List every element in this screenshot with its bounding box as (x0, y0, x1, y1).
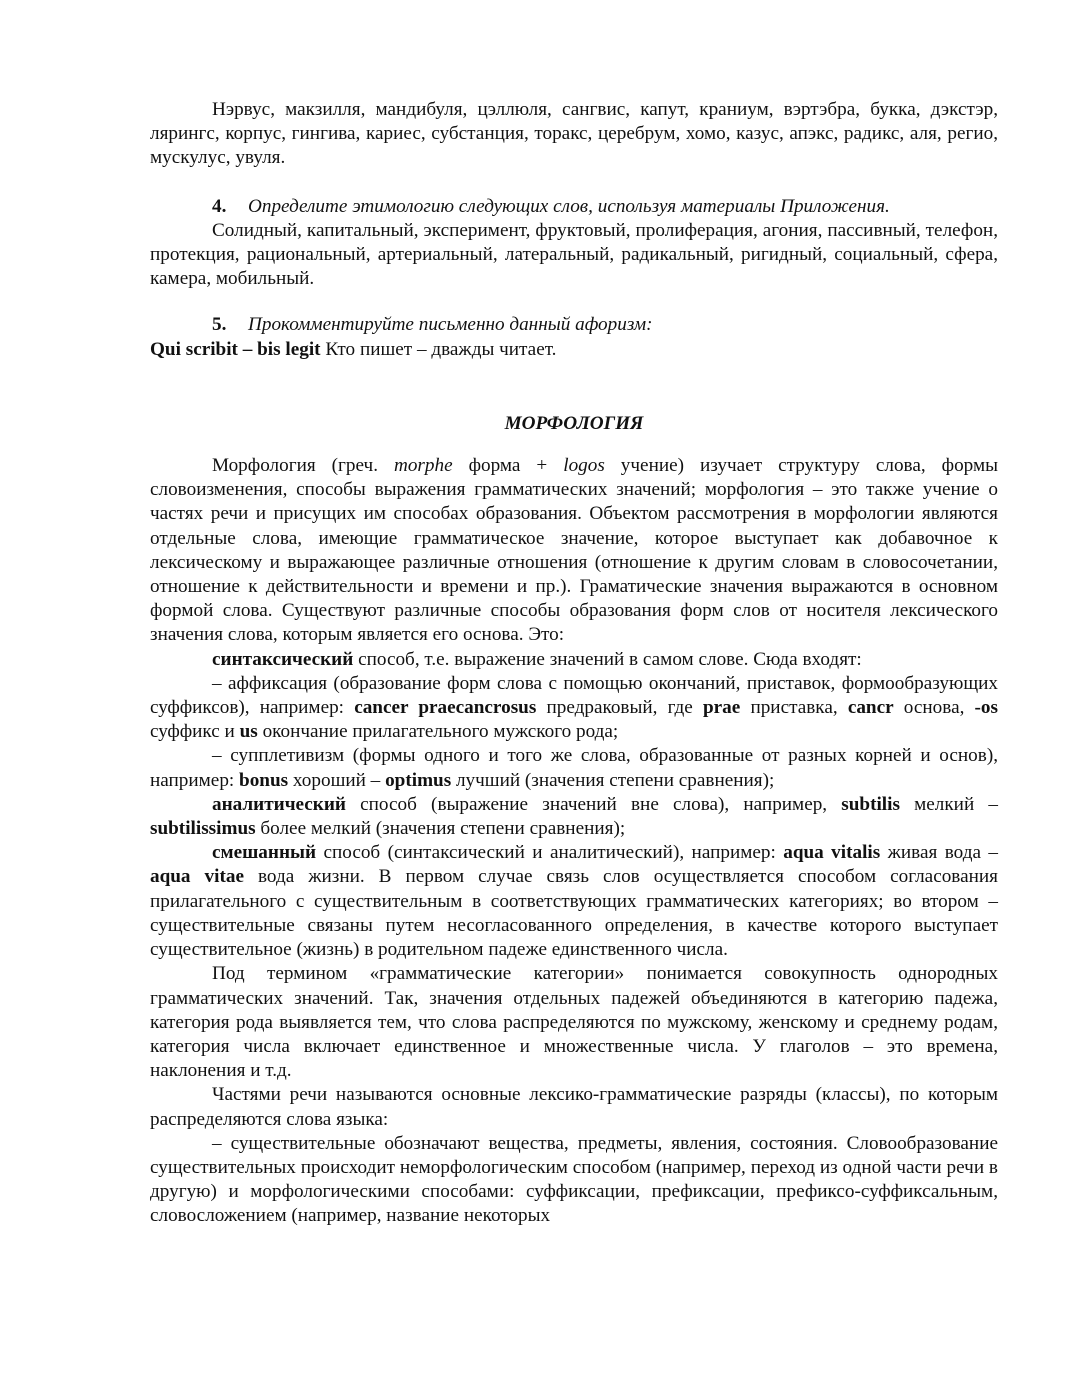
paragraph-mixed (150, 841, 998, 962)
task-5-heading (150, 313, 998, 337)
paragraph-parts-of-speech: Частями речи называются основные лексико-грамматические разряды (классы), по которым распределяются слова языка: (150, 1084, 998, 1130)
text: Морфология (греч. (212, 455, 394, 477)
text: предраковый, где (536, 697, 703, 719)
text: способ (выражение значений вне слова), например, (345, 793, 842, 815)
document-page (150, 98, 998, 1229)
paragraph-analytic (150, 793, 998, 841)
example-latin: bonus (239, 769, 289, 791)
term-logos: logos (563, 455, 605, 477)
text: суффикс и (150, 721, 240, 743)
example-latin: aqua vitae (150, 866, 244, 888)
task-4-number: 4. (212, 195, 227, 217)
paragraph-morphology-definition (150, 454, 998, 648)
example-latin: -os (974, 697, 998, 719)
text: более мелкий (значения степени сравнения); (255, 818, 626, 840)
example-latin: cancer praecancrosus (354, 697, 537, 719)
aphorism-latin: Qui scribit – bis legit (150, 338, 321, 360)
text: – супплетивизм (формы одного и того же слова, образованные от разных корней и основ), например: (150, 745, 998, 791)
example-latin: subtilis (841, 793, 900, 815)
term-synthetic: синтаксический (212, 648, 354, 670)
term-mixed: смешанный (212, 842, 317, 864)
term-morphe: morphe (393, 455, 453, 477)
text: учение) изучает структуру слова, формы словоизменения, способы выражения грамматических значений; морфология – это также учение о частях речи и присущих им способах образования. Объектом рассмотрения в морфологии являются отдельные слова, имеющие грамматическое значение, которое выступает как добавочное к лексическому и выражающее различные отношения (отношение к другим словам в словосочетании, отношение к действительности и времени и пр.). Граматические значения выражаются в основном формой слова. Существуют различные способы образования форм слов от носителя лексического значения слова, которым является его основа. Это: (150, 455, 999, 646)
example-latin: us (239, 721, 258, 743)
text: способ, т.е. выражение значений в самом слове. Сюда входят: (353, 648, 862, 670)
task-4-words: Солидный, капитальный, эксперимент, фруктовый, пролиферация, агония, пассивный, телефон, протекция, рациональный, артериальный, латеральный, радикальный, ригидный, социальный, сфера, камера, мобильный. (150, 219, 998, 290)
paragraph-synthetic (150, 648, 998, 672)
paragraph-suppletivism (150, 744, 998, 792)
text: способ (синтаксический и аналитический), например: (316, 842, 784, 864)
section-heading: МОРФОЛОГИЯ (504, 412, 644, 434)
text: вода жизни. В первом случае связь слов осуществляется способом согласования прилагательного с существительным в соответствующих грамматических категориях; во втором – существительные связаны путем несогласованного определения, в качестве которого выступает существительное (жизнь) в родительном падеже единственного числа. (150, 866, 998, 961)
text: хороший – (288, 769, 386, 791)
paragraph-affixation (150, 672, 998, 745)
task-4-heading (150, 195, 998, 219)
term-analytic: аналитический (212, 793, 346, 815)
text: окончание прилагательного мужского рода; (257, 721, 619, 743)
paragraph-nouns: – существительные обозначают вещества, предметы, явления, состояния. Словообразование существительных происходит неморфологическим способом (например, переход из одной части речи в другую) и морфологическими способами: суффиксации, префиксации, префиксо-суффиксальным, словосложением (например, название некоторых (150, 1132, 998, 1227)
task-4-instruction: Определите этимологию следующих слов, используя материалы Приложения. (248, 195, 890, 217)
text: мелкий – (899, 793, 998, 815)
example-latin: subtilissimus (150, 818, 256, 840)
aphorism (150, 338, 998, 362)
example-latin: prae (702, 697, 741, 719)
example-latin: cancr (847, 697, 894, 719)
paragraph-word-list: Нэрвус, макзилля, мандибуля, цэллюля, сангвис, капут, краниум, вэртэбра, букка, дэкстэр, лярингс, корпус, гингива, кариес, субстанция, торакс, церебрум, хомо, казус, апэкс, радикс, аля, регио, мускулус, увуля. (150, 99, 998, 169)
text: живая вода – (880, 842, 998, 864)
text: – аффиксация (образование форм слова с помощью окончаний, приставок, формообразующих суффиксов), например: (150, 672, 998, 719)
text: основа, (893, 697, 975, 719)
task-5-number: 5. (212, 314, 227, 336)
text: лучший (значения степени сравнения); (451, 769, 775, 791)
example-latin: aqua vitalis (783, 842, 881, 864)
text: форма + (452, 455, 564, 477)
example-latin: optimus (385, 769, 452, 791)
aphorism-translation: Кто пишет – дважды читает. (320, 338, 557, 360)
text: приставка, (740, 697, 848, 719)
task-5-instruction: Прокомментируйте письменно данный афоризм: (248, 314, 653, 336)
paragraph-grammatical-categories: Под термином «грамматические категории» понимается совокупность однородных грамматических значений. Так, значения отдельных падежей объединяются в категорию падежа, категория рода выявляется тем, что слова распределяются по мужскому, женскому и среднему родам, категория числа включает единственное и множественные числа. У глаголов – это времена, наклонения и т.д. (150, 963, 998, 1082)
